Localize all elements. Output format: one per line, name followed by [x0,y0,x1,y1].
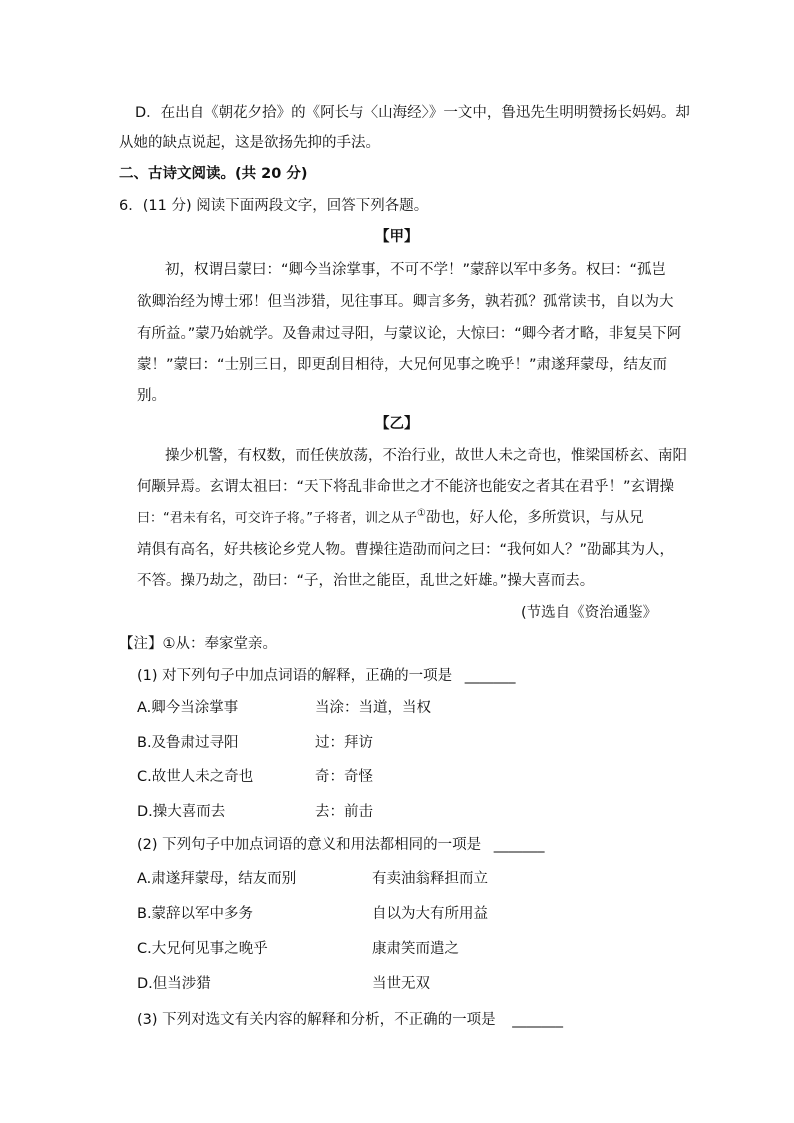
sub2-option-c-compare: 康肃笑而遣之 [372,941,459,957]
sub1-option-c-meaning: 奇：奇怪 [315,769,373,785]
sub2-option-d-compare: 当世无双 [372,976,430,992]
sub2-option-d-sentence: D.但当涉猎 [137,976,211,992]
passage-yi-title: 【乙】 [375,416,419,432]
passage-yi-line: 何颙异焉。玄谓太祖曰：“天下将乱非命世之才不能济也能安之者其在君乎！”玄谓操 [137,479,675,495]
sub-question-2 [137,835,545,855]
question-6-intro: 6．(11 分) 阅读下面两段文字，回答下列各题。 [119,198,429,214]
footnote: 【注】①从：奉家堂亲。 [119,636,277,652]
sub-question-3 [137,1010,563,1030]
sub1-option-a-sentence: A.卿今当涂掌事 [137,700,239,716]
answer-blank[interactable]: _______ [464,668,516,684]
section-2-heading: 二、古诗文阅读。(共 20 分) [119,166,308,182]
sub1-option-c-sentence: C.故世人未之奇也 [137,769,254,785]
passage-jia-line: 蒙！”蒙曰：“士别三日，即更刮目相待，大兄何见事之晚乎！”肃遂拜蒙母，结友而 [137,357,668,373]
passage-jia-line: 初，权谓吕蒙曰：“卿今当涂掌事，不可不学！”蒙辞以军中多务。权曰：“孤岂 [165,262,667,278]
sub1-option-b-meaning: 过：拜访 [315,735,373,751]
sub1-option-d-meaning: 去：前击 [315,804,373,820]
passage-jia-line: 有所益。”蒙乃始就学。及鲁肃过寻阳，与蒙议论，大惊曰：“卿今者才略，非复吴下阿 [137,326,682,342]
footnote-marker: ① [416,508,426,520]
sub1-option-a-meaning: 当涂：当道，当权 [315,700,431,716]
passage-yi-line: 操少机警，有权数，而任侠放荡，不治行业，故世人未之奇也，惟梁国桥玄、南阳 [165,448,687,464]
sub2-option-b-compare: 自以为大有所用益 [372,906,488,922]
passage-jia-title: 【甲】 [375,229,419,245]
passage-source: (节选自《资治通鉴》 [521,605,658,621]
sub-question-1-text: (1) 对下列句子中加点词语的解释，正确的一项是 [137,668,453,684]
passage-yi-line: 不答。操乃劫之，劭曰：“子，治世之能臣，乱世之奸雄。”操大喜而去。 [137,573,595,589]
passage-yi-line-3a: 曰：“君未有名，可交许子将。”子将者，训之从子 [137,511,417,526]
answer-blank[interactable]: _______ [512,1012,564,1028]
option-d-line-2: 从她的缺点说起，这是欲扬先抑的手法。 [119,135,380,151]
sub2-option-c-sentence: C.大兄何见事之晚乎 [137,941,268,957]
sub-question-2-text: (2) 下列句子中加点词语的意义和用法都相同的一项是 [137,837,482,853]
sub1-option-d-sentence: D.操大喜而去 [137,804,226,820]
option-d-line-1: D．在出自《朝花夕拾》的《阿长与〈山海经〉》一文中，鲁迅先生明明赞扬长妈妈。却 [135,105,690,121]
passage-yi-line: 靖俱有高名，好共核论乡党人物。曹操往造劭而问之曰：“我何如人？”劭鄙其为人， [137,542,675,558]
sub1-option-b-sentence: B.及鲁肃过寻阳 [137,735,239,751]
sub-question-3-text: (3) 下列对选文有关内容的解释和分析，不正确的一项是 [137,1012,496,1028]
sub-question-1 [137,666,516,686]
passage-jia-line: 欲卿治经为博士邪！但当涉猎，见往事耳。卿言多务，孰若孤？孤常读书，自以为大 [137,294,674,310]
passage-jia-line: 别。 [137,388,166,404]
passage-yi-line-3b: 劭也，好人伦，多所赏识，与从兄 [425,510,644,526]
sub2-option-a-sentence: A.肃遂拜蒙母，结友而别 [137,871,297,887]
passage-yi-line [137,508,643,529]
sub2-option-b-sentence: B.蒙辞以军中多务 [137,906,254,922]
answer-blank[interactable]: _______ [493,837,545,853]
sub2-option-a-compare: 有卖油翁释担而立 [372,871,488,887]
